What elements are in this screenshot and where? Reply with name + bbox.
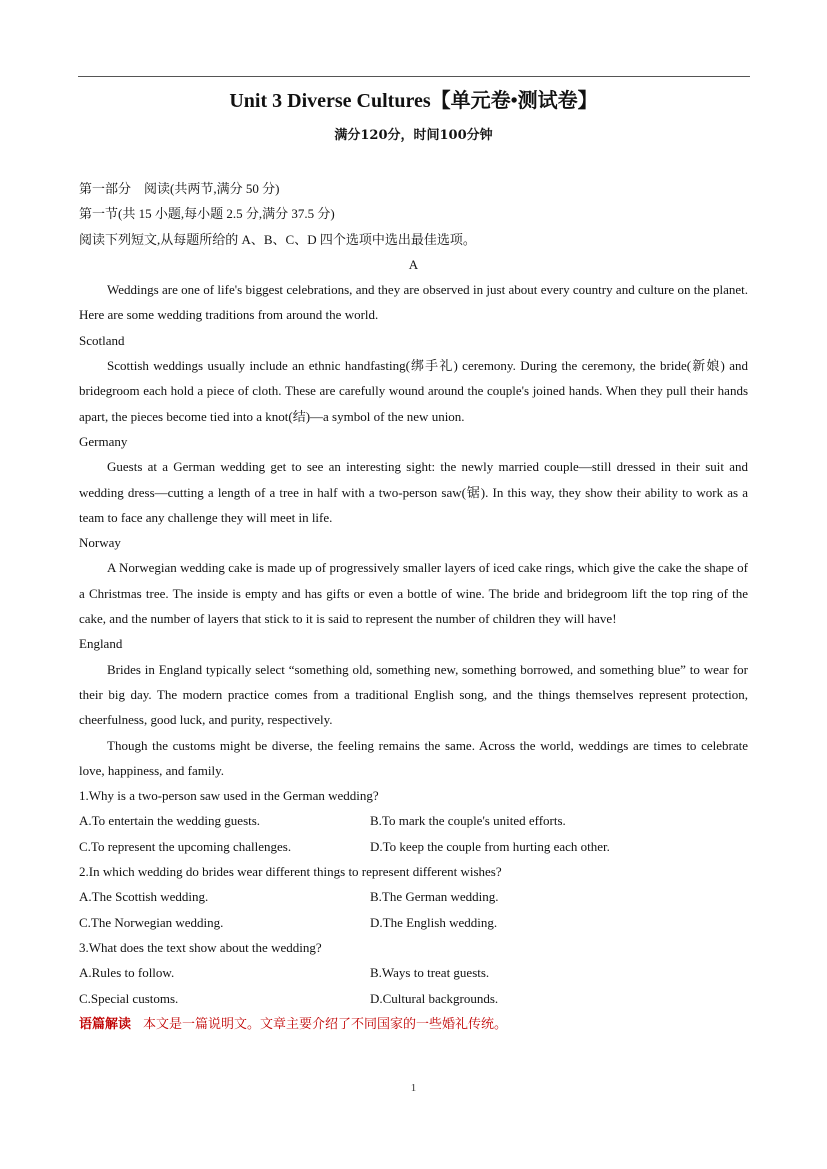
question-stem: 2.In which wedding do brides wear different things to represent different wishes?	[79, 864, 502, 880]
question-stem: 1.Why is a two-person saw used in the German wedding?	[79, 788, 379, 804]
analysis-text: 本文是一篇说明文。文章主要介绍了不同国家的一些婚礼传统。	[143, 1015, 508, 1031]
option-a: A.To entertain the wedding guests.	[79, 813, 261, 829]
passage-analysis	[79, 1011, 748, 1036]
options-row	[79, 986, 748, 1011]
options-row	[79, 910, 748, 935]
option-d: D.The English wedding.	[370, 914, 498, 930]
country-paragraph: Scottish weddings usually include an ethnic handfasting(绑手礼) ceremony. During the ceremony, the bride(新娘) and bridegroom each hold a piece of cloth. These are carefully wound around the couple's joined hands. When they pull their hands apart, the pieces become tied into a knot(结)—a symbol of the new union.	[79, 358, 748, 424]
analysis-label: 语篇解读	[79, 1015, 132, 1031]
page-number: 1	[410, 1082, 417, 1094]
country-heading: Scotland	[79, 332, 125, 348]
subsection-heading: 第一节(共 15 小题,每小题 2.5 分,满分 37.5 分)	[79, 206, 335, 222]
option-c: C.Special customs.	[79, 990, 179, 1006]
passage-letter: A	[408, 256, 419, 272]
document-body	[79, 176, 748, 1036]
question-stem: 3.What does the text show about the wedding?	[79, 939, 322, 955]
page-subtitle: 满分120分，时间100分钟	[334, 128, 493, 143]
option-a: A.Rules to follow.	[79, 965, 175, 981]
options-row	[79, 960, 748, 985]
option-b: B.Ways to treat guests.	[370, 965, 490, 981]
option-d: D.Cultural backgrounds.	[370, 990, 499, 1006]
country-heading: Norway	[79, 535, 121, 551]
option-b: B.To mark the couple's united efforts.	[370, 813, 566, 829]
option-a: A.The Scottish wedding.	[79, 889, 209, 905]
part-heading: 第一部分 阅读(共两节,满分 50 分)	[79, 181, 280, 196]
passage-conclusion: Though the customs might be diverse, the feeling remains the same. Across the world, weddings are times to celebrate love, happiness, and family.	[79, 737, 748, 778]
options-row	[79, 884, 748, 909]
country-heading: England	[79, 636, 123, 652]
country-paragraph: Guests at a German wedding get to see an interesting sight: the newly married couple—still dressed in their suit and wedding dress—cutting a length of a tree in half with a two-person saw(锯). In this way, they show their ability to work as a team to face any challenge they will meet in life.	[79, 459, 748, 525]
country-paragraph: A Norwegian wedding cake is made up of progressively smaller layers of iced cake rings, which give the cake the shape of a Christmas tree. The inside is empty and has gifts or even a bottle of wine. The bride and bridegroom lift the top ring of the cake, and the number of layers that stick to it is said to represent the number of children they will have!	[79, 560, 748, 627]
option-c: C.To represent the upcoming challenges.	[79, 838, 292, 854]
options-row	[79, 808, 748, 833]
country-heading: Germany	[79, 433, 128, 449]
passage-intro: Weddings are one of life's biggest celebrations, and they are observed in just about every country and culture on the planet. Here are some wedding traditions from around the world.	[79, 282, 748, 323]
option-b: B.The German wedding.	[370, 889, 499, 905]
instruction: 阅读下列短文,从每题所给的 A、B、C、D 四个选项中选出最佳选项。	[79, 231, 476, 247]
page-title: Unit 3 Diverse Cultures【单元卷•测试卷】	[229, 90, 598, 112]
options-row	[79, 834, 748, 859]
header-rule	[78, 76, 750, 77]
option-d: D.To keep the couple from hurting each other.	[370, 838, 610, 854]
option-c: C.The Norwegian wedding.	[79, 914, 224, 930]
country-paragraph: Brides in England typically select “something old, something new, something borrowed, and something blue” to wear for their big day. The modern practice comes from a traditional English song, and the things themselves represent protection, cheerfulness, good luck, and purity, respectively.	[79, 661, 748, 728]
